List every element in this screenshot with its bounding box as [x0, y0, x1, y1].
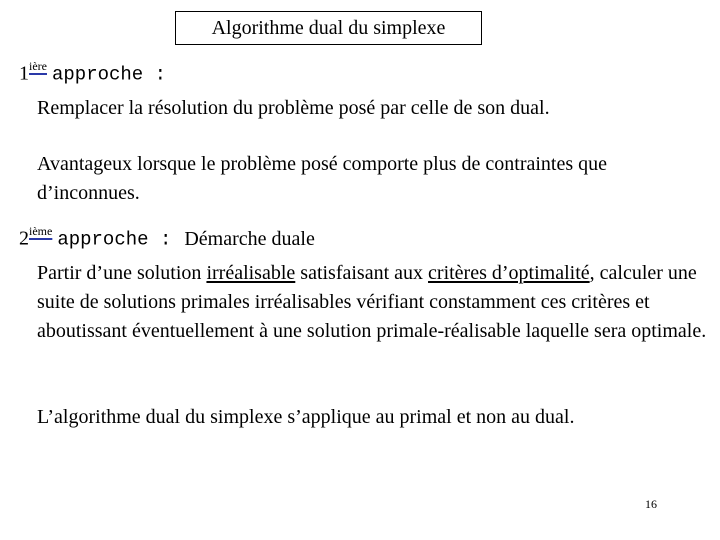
slide-title [175, 11, 482, 45]
approach-2-underlined-2: critères d’optimalité [428, 262, 590, 284]
approach-2-paragraph-2: L’algorithme dual du simplexe s’applique au primal et non au dual. [37, 406, 575, 428]
approach-2-underlined-1: irréalisable [206, 262, 296, 284]
approach-2-number: 2 [19, 227, 29, 250]
approach-2-paragraph-1 [37, 259, 713, 346]
approach-2-text-part-1: Partir d’une solution [37, 262, 207, 284]
approach-2-heading [19, 224, 315, 251]
approach-2-label: approche : [57, 228, 172, 251]
slide-title-text: Algorithme dual du simplexe [211, 17, 446, 39]
page-number: 16 [645, 497, 657, 511]
approach-2-text-part-3: , calculer une suite de solutions primales irréalisables vérifiant constamment ces critères et aboutissant éventuellement à une solution primale-réalisable laquelle sera optimale. [37, 262, 707, 342]
approach-1-label: approche : [51, 63, 167, 86]
approach-2-text-part-2: satisfaisant aux [295, 262, 429, 284]
approach-2-subtitle: Démarche duale [184, 227, 315, 250]
approach-1-paragraph-1: Remplacer la résolution du problème posé par celle de son dual. [37, 97, 550, 119]
approach-1-heading [19, 59, 167, 86]
approach-1-ordinal: ière [29, 59, 47, 73]
approach-2-ordinal: ième [29, 224, 53, 238]
approach-1-number: 1 [19, 62, 29, 85]
approach-1-paragraph-2: Avantageux lorsque le problème posé comporte plus de contraintes que d’inconnues. [37, 153, 608, 204]
